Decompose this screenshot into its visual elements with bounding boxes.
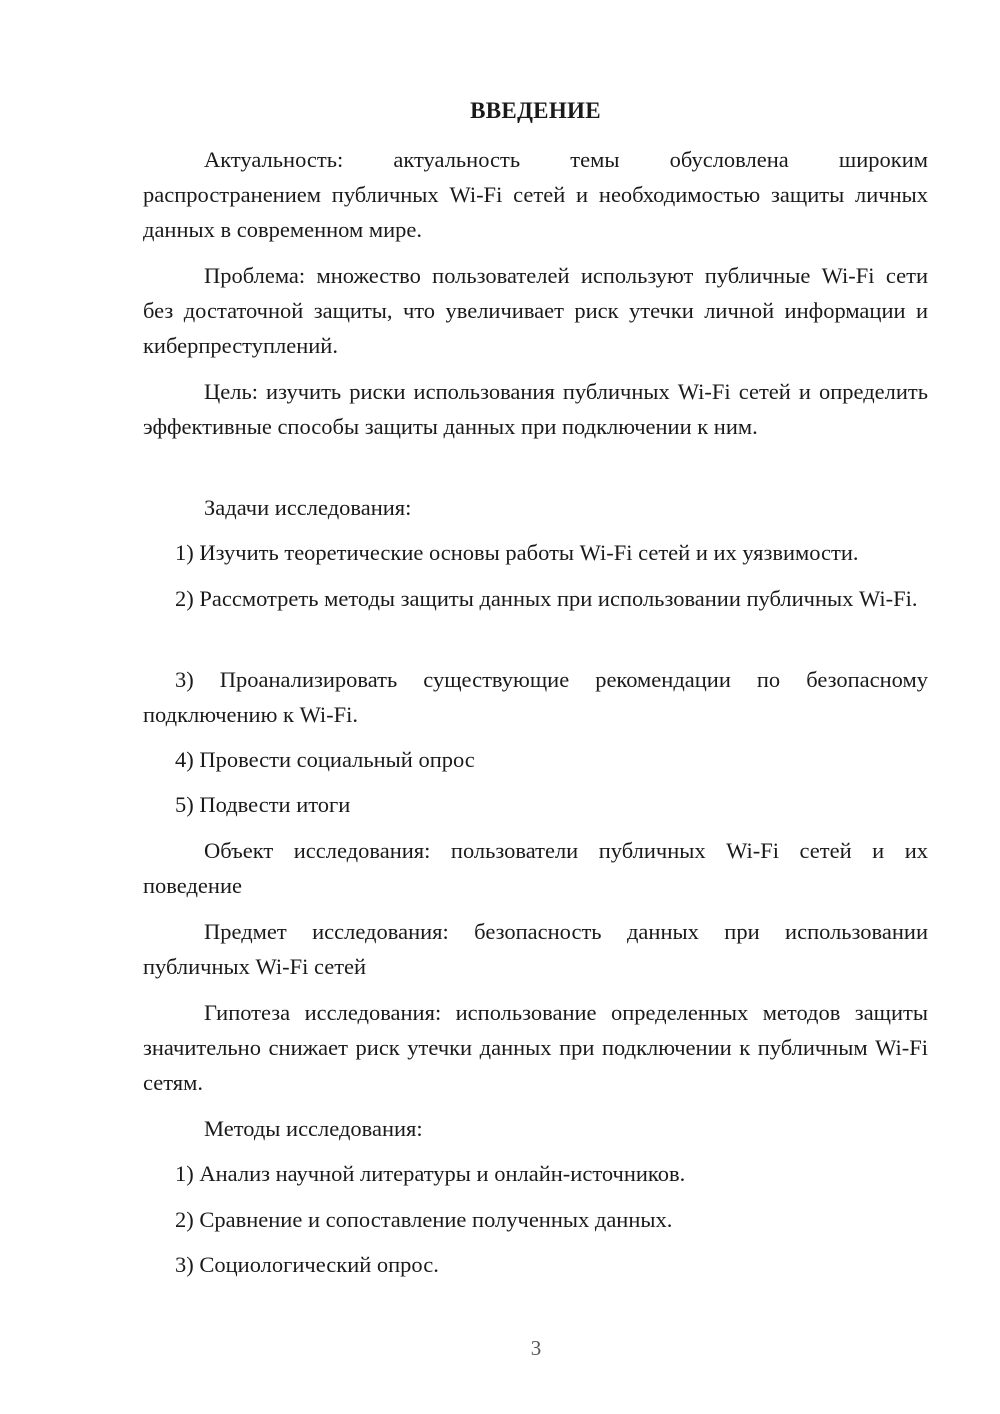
task-item-2: 2) Рассмотреть методы защиты данных при использовании публичных Wi-Fi. [175,586,918,611]
task-item-4: 4) Провести социальный опрос [175,747,475,772]
paragraph-tasks-heading: Задачи исследования: [204,495,412,520]
paragraph-methods-heading: Методы исследования: [204,1116,423,1141]
section-heading: ВВЕДЕНИЕ [470,98,601,123]
paragraph-object: Объект исследования: пользователи публичных Wi-Fi сетей и их поведение [143,838,928,898]
method-item-1: 1) Анализ научной литературы и онлайн-источников. [175,1161,686,1186]
paragraph-subject: Предмет исследования: безопасность данных при использовании публичных Wi-Fi сетей [143,919,928,979]
page-number: 3 [530,1336,542,1360]
paragraph-problem: Проблема: множество пользователей используют публичные Wi-Fi сети без достаточной защиты, что увеличивает риск утечки личной информации и киберпреступлений. [143,263,928,358]
paragraph-relevance: Актуальность: актуальность темы обусловлена широким распространением публичных Wi-Fi сетей и необходимостью защиты личных данных в современном мире. [143,147,928,242]
paragraph-hypothesis: Гипотеза исследования: использование определенных методов защиты значительно снижает риск утечки данных при подключении к публичным Wi-Fi сетям. [143,1000,928,1095]
task-item-3: 3) Проанализировать существующие рекомендации по безопасному подключению к Wi-Fi. [143,667,928,727]
task-item-1: 1) Изучить теоретические основы работы Wi-Fi сетей и их уязвимости. [175,540,859,565]
task-item-5: 5) Подвести итоги [175,792,351,817]
method-item-2: 2) Сравнение и сопоставление полученных данных. [175,1207,673,1232]
method-item-3: 3) Социологический опрос. [175,1252,439,1277]
paragraph-goal: Цель: изучить риски использования публичных Wi-Fi сетей и определить эффективные способы защиты данных при подключении к ним. [143,379,928,439]
